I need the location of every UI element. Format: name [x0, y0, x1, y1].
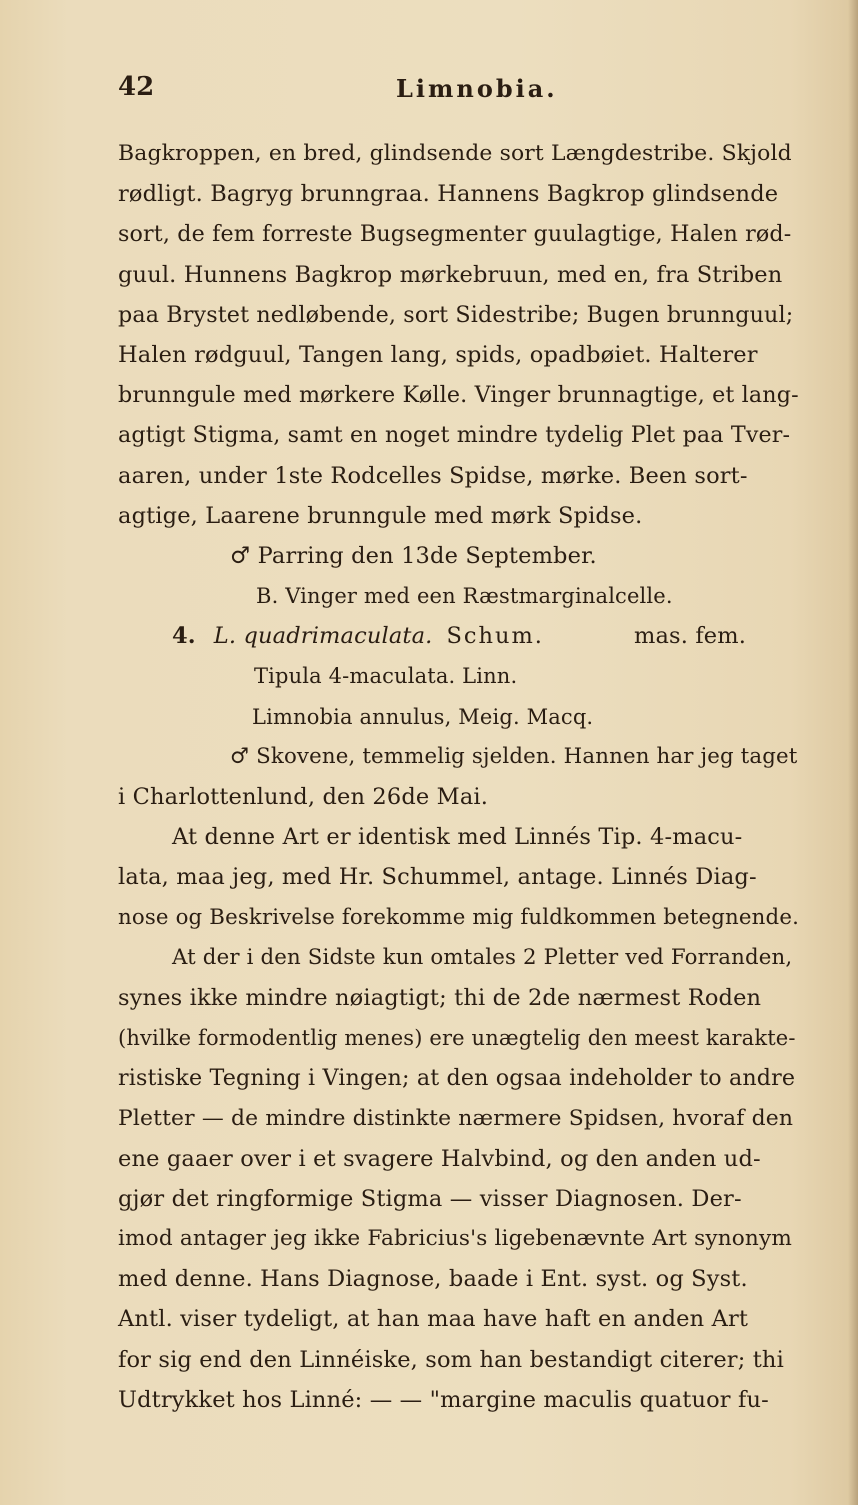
- text-line: (hvilke formodentlig menes) ere unægtelig den meest karakte-: [118, 1026, 796, 1051]
- page-number: 42: [118, 72, 155, 102]
- text-line: brunngule med mørkere Kølle. Vinger brunnagtige, et lang-: [118, 382, 799, 409]
- text-line: rødligt. Bagryg brunngraa. Hannens Bagkrop glindsende: [118, 181, 779, 208]
- text-line: ristiske Tegning i Vingen; at den ogsaa indeholder to andre: [118, 1065, 796, 1092]
- text-line-mating: ♂ Parring den 13de September.: [230, 542, 597, 569]
- text-line: for sig end den Linnéiske, som han bestandigt citerer; thi: [118, 1346, 784, 1373]
- text-line: med denne. Hans Diagnose, baade i Ent. syst. og Syst.: [118, 1266, 748, 1293]
- text-line: synes ikke mindre nøiagtigt; thi de 2de nærmest Roden: [118, 984, 762, 1011]
- page-header: [118, 72, 788, 106]
- page-edge-shadow: [848, 0, 858, 1505]
- text-line: sort, de fem forreste Bugsegmenter guulagtige, Halen rød-: [118, 221, 792, 248]
- text-line: ene gaaer over i et svagere Halvbind, og den anden ud-: [118, 1145, 761, 1172]
- text-line: gjør det ringformige Stigma — visser Diagnosen. Der-: [118, 1185, 742, 1212]
- text-line: imod antager jeg ikke Fabricius's ligebenævnte Art synonym: [118, 1226, 792, 1252]
- species-number: 4.: [172, 623, 196, 650]
- species-author: Schum.: [446, 623, 544, 650]
- text-line: aaren, under 1ste Rodcelles Spidse, mørke. Been sort-: [118, 462, 748, 489]
- text-line: nose og Beskrivelse forekomme mig fuldkommen betegnende.: [118, 904, 799, 930]
- synonym-line: Tipula 4-maculata. Linn.: [254, 664, 518, 689]
- text-line: guul. Hunnens Bagkrop mørkebruun, med en, fra Striben: [118, 261, 783, 288]
- text-line: At der i den Sidste kun omtales 2 Pletter ved Forranden,: [172, 944, 793, 970]
- text-line: paa Brystet nedløbende, sort Sidestribe; Bugen brunnguul;: [118, 301, 794, 328]
- species-sex: mas. fem.: [633, 623, 747, 650]
- text-line: ♂ Skovene, temmelig sjelden. Hannen har jeg taget: [230, 743, 798, 769]
- text-line: Bagkroppen, en bred, glindsende sort Længdestribe. Skjold: [118, 141, 792, 166]
- text-line: i Charlottenlund, den 26de Mai.: [118, 784, 489, 810]
- text-line: At denne Art er identisk med Linnés Tip. 4-macu-: [172, 824, 743, 851]
- section-heading: B. Vinger med een Ræstmarginalcelle.: [256, 584, 673, 609]
- text-line: Halen rødguul, Tangen lang, spids, opadbøiet. Halterer: [118, 341, 758, 368]
- text-line: Udtrykket hos Linné: — — "margine maculis quatuor fu-: [118, 1386, 769, 1413]
- text-line: Antl. viser tydeligt, at han maa have haft en anden Art: [118, 1306, 749, 1333]
- text-line: agtige, Laarene brunngule med mørk Spidse.: [118, 502, 643, 529]
- species-heading: [118, 616, 798, 656]
- text-line: Pletter — de mindre distinkte nærmere Spidsen, hvoraf den: [118, 1105, 794, 1131]
- species-name: L. quadrimaculata.: [213, 623, 433, 650]
- synonym-line: Limnobia annulus, Meig. Macq.: [252, 704, 594, 729]
- text-line: lata, maa jeg, med Hr. Schummel, antage. Linnés Diag-: [118, 864, 757, 891]
- running-title: Limnobia.: [396, 74, 558, 103]
- body-text: [118, 134, 798, 1420]
- text-line: agtigt Stigma, samt en noget mindre tydelig Plet paa Tver-: [118, 422, 791, 449]
